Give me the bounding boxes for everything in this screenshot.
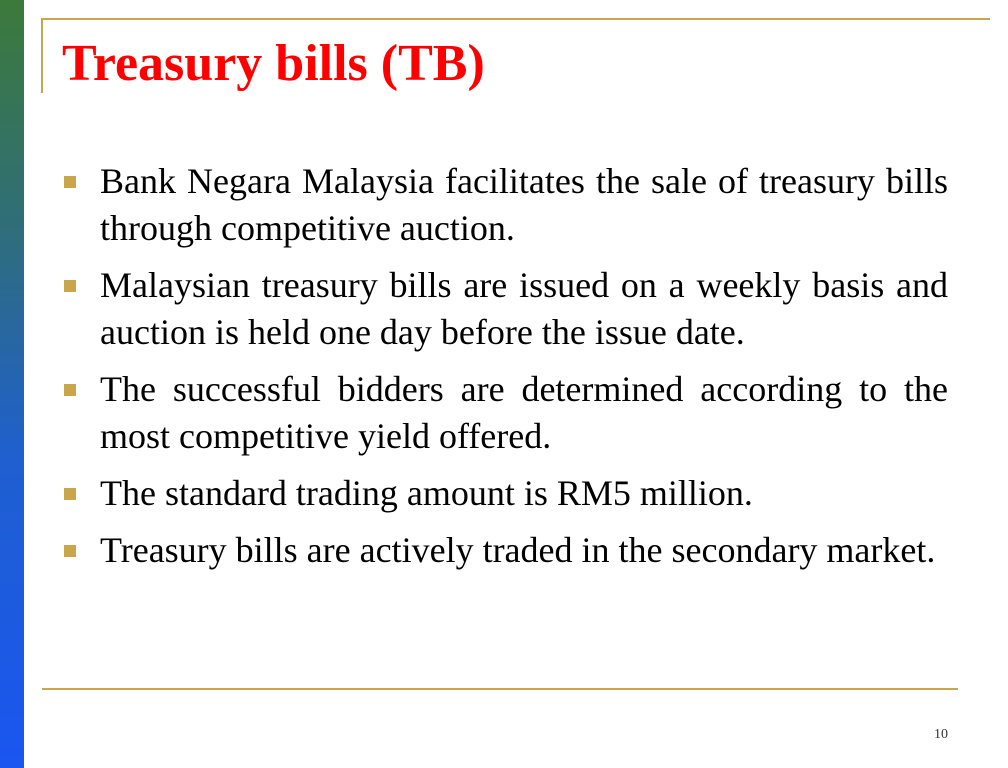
square-bullet-icon	[64, 488, 76, 500]
square-bullet-icon	[64, 384, 76, 396]
bullet-list	[64, 158, 948, 584]
bullet-item	[64, 158, 948, 252]
bullet-item	[64, 366, 948, 460]
bullet-text: Malaysian treasury bills are issued on a weekly basis and auction is held one day before the issue date.	[100, 265, 948, 352]
bullet-text: Bank Negara Malaysia facilitates the sale of treasury bills through competitive auction.	[100, 161, 948, 248]
bullet-item	[64, 470, 948, 517]
bullet-item	[64, 262, 948, 356]
left-divider	[41, 18, 43, 93]
bullet-text: The successful bidders are determined according to the most competitive yield offered.	[100, 369, 948, 456]
bullet-item	[64, 527, 948, 574]
top-divider	[42, 18, 990, 20]
bullet-text: Treasury bills are actively traded in the secondary market.	[100, 530, 936, 570]
square-bullet-icon	[64, 545, 76, 557]
bullet-text: The standard trading amount is RM5 million.	[100, 473, 753, 513]
bottom-divider	[42, 688, 958, 690]
side-accent-bar	[0, 0, 24, 768]
page-number: 10	[934, 727, 948, 742]
square-bullet-icon	[64, 176, 76, 188]
slide-title: Treasury bills (TB)	[62, 35, 485, 92]
square-bullet-icon	[64, 280, 76, 292]
